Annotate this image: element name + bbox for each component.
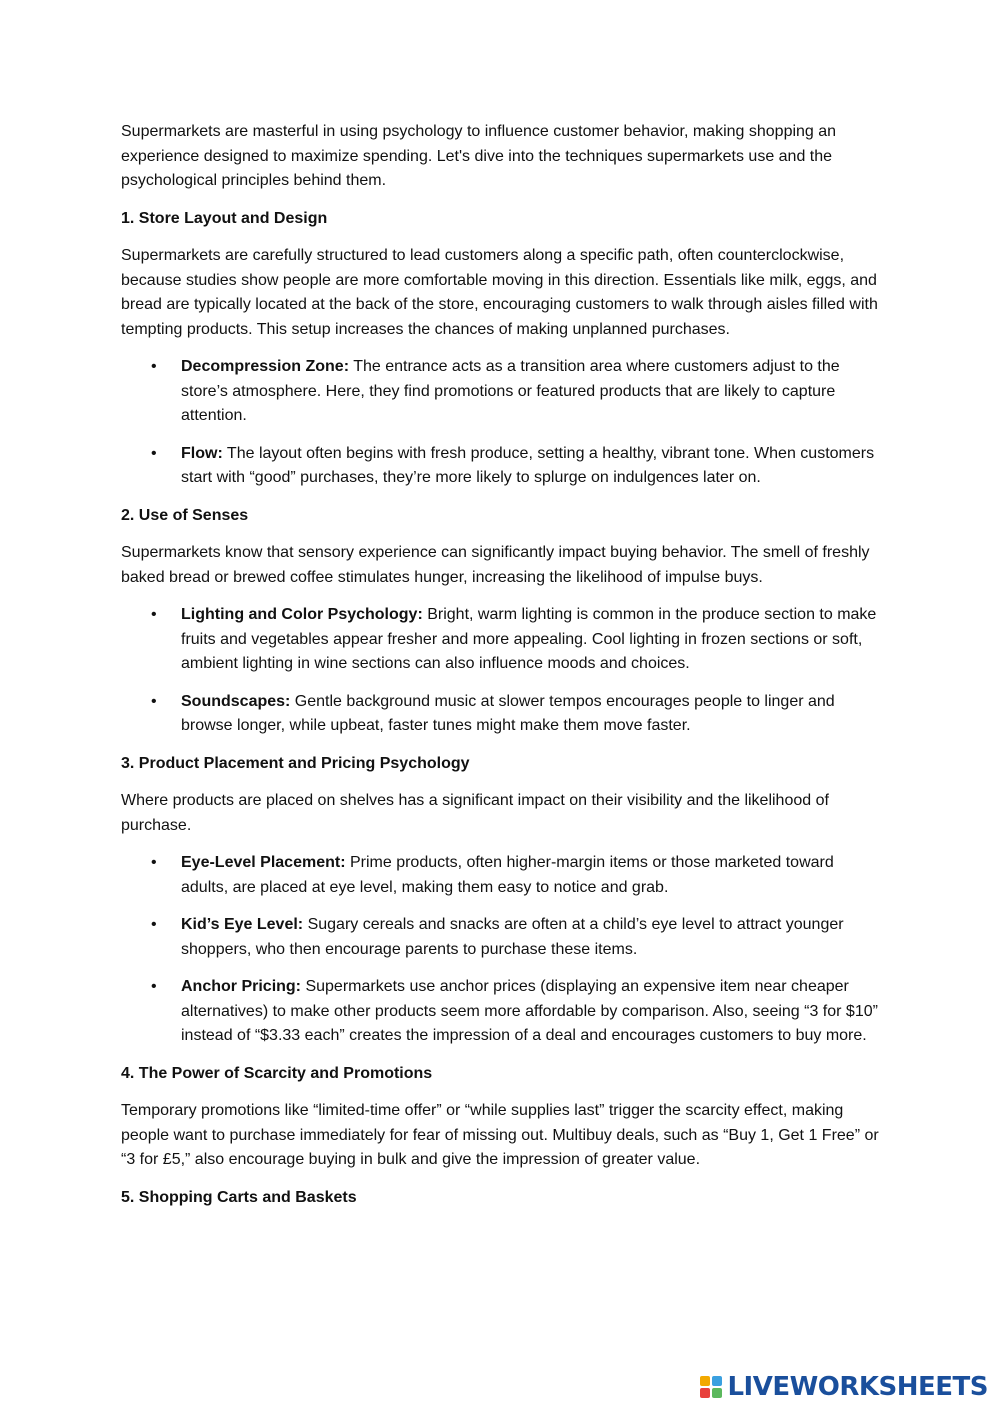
bullet-item (121, 851, 881, 900)
bullet-text: The entrance acts as a transition area where customers adjust to the store’s atmosphere. Here, they find promotions or featured products that are likely to capture attention. (181, 358, 840, 424)
section-heading: 5. Shopping Carts and Baskets (121, 1188, 357, 1206)
bullet-dot-icon: • (151, 978, 157, 995)
bullet-item (121, 603, 881, 677)
bullet-term: Kid’s Eye Level: (181, 916, 304, 933)
bullet-text: Bright, warm lighting is common in the produce section to make fruits and vegetables appear fresher and more appealing. Cool lighting in frozen sections or soft, ambient lighting in wine sections can also influence moods and choices. (181, 606, 877, 672)
section-paragraph: Supermarkets are carefully structured to lead customers along a specific path, often counterclockwise, because studies show people are more comfortable moving in this direction. Essentials like milk, eggs, and bread are typically located at the back of the store, encouraging customers to walk through aisles filled with tempting products. This setup increases the chances of making unplanned purchases. (121, 247, 878, 338)
bullet-item (121, 690, 881, 739)
section-heading: 4. The Power of Scarcity and Promotions (121, 1064, 433, 1082)
bullet-list (121, 603, 881, 739)
bullet-dot-icon: • (151, 444, 157, 462)
bullet-dot-icon: • (151, 916, 157, 933)
bullet-dot-icon: • (151, 606, 157, 623)
section-heading: 3. Product Placement and Pricing Psychology (121, 754, 470, 772)
bullet-item (121, 355, 881, 429)
sections-container (121, 207, 881, 1211)
intro-paragraph: Supermarkets are masterful in using psychology to influence customer behavior, making shopping an experience designed to maximize spending. Let's dive into the techniques supermarkets use and the psychological principles behind them. (121, 123, 837, 189)
bullet-term: Flow: (181, 444, 223, 462)
liveworksheets-logo-icon (700, 1376, 722, 1398)
liveworksheets-brand[interactable] (700, 1372, 988, 1402)
section-heading: 2. Use of Senses (121, 506, 249, 524)
bullet-dot-icon: • (151, 358, 157, 375)
bullet-text: Prime products, often higher-margin items or those marketed toward adults, are placed at eye level, making them easy to notice and grab. (181, 854, 834, 896)
worksheet-page (121, 120, 881, 1223)
bullet-text: Gentle background music at slower tempos encourages people to linger and browse longer, while upbeat, faster tunes might make them move faster. (181, 692, 835, 734)
section-heading: 1. Store Layout and Design (121, 209, 328, 227)
bullet-text: Supermarkets use anchor prices (displaying an expensive item near cheaper alternatives) to make other products seem more affordable by comparison. Also, seeing “3 for $10” instead of “$3.33 each” creates the impression of a deal and encourages customers to buy more. (181, 978, 878, 1044)
bullet-list (121, 355, 881, 491)
bullet-dot-icon: • (151, 854, 157, 871)
bullet-list (121, 851, 881, 1049)
brand-name: LIVEWORKSHEETS (727, 1372, 988, 1402)
bullet-dot-icon: • (151, 692, 157, 710)
bullet-item (121, 975, 881, 1049)
bullet-term: Anchor Pricing: (181, 978, 302, 995)
bullet-term: Eye-Level Placement: (181, 854, 346, 871)
bullet-term: Decompression Zone: (181, 358, 350, 375)
bullet-term: Lighting and Color Psychology: (181, 606, 423, 623)
section-paragraph: Where products are placed on shelves has a significant impact on their visibility and the likelihood of purchase. (121, 792, 829, 834)
bullet-text: Sugary cereals and snacks are often at a child’s eye level to attract younger shoppers, who then encourage parents to purchase these items. (181, 916, 844, 958)
bullet-term: Soundscapes: (181, 692, 291, 710)
bullet-text: The layout often begins with fresh produce, setting a healthy, vibrant tone. When customers start with “good” purchases, they’re more likely to splurge on indulgences later on. (181, 444, 875, 486)
bullet-item (121, 913, 881, 962)
bullet-item (121, 442, 881, 491)
section-paragraph: Supermarkets know that sensory experience can significantly impact buying behavior. The smell of freshly baked bread or brewed coffee stimulates hunger, increasing the likelihood of impulse buys. (121, 544, 870, 586)
section-paragraph: Temporary promotions like “limited-time offer” or “while supplies last” trigger the scarcity effect, making people want to purchase immediately for fear of missing out. Multibuy deals, such as “Buy 1, Get 1 Free” or “3 for £5,” also encourage buying in bulk and give the impression of greater value. (121, 1102, 879, 1168)
